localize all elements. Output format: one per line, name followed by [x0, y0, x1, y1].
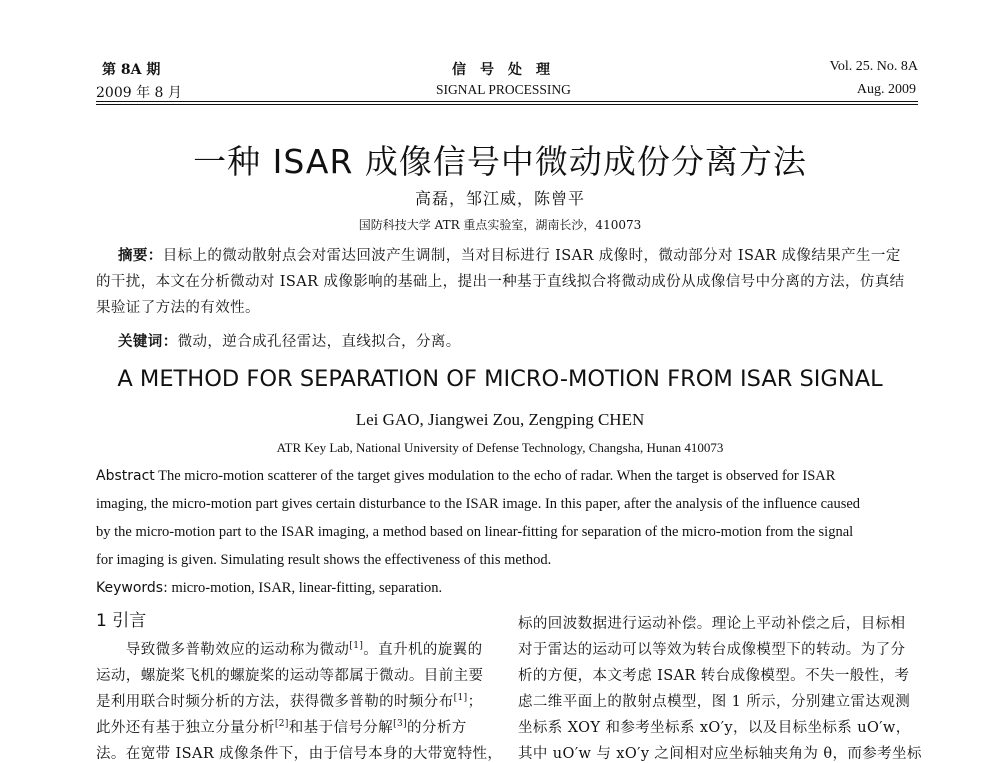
- intro-left-line-1: 导致微多普勒效应的运动称为微动[1]。直升机的旋翼的: [96, 641, 483, 658]
- citation-ref-1: [1]: [349, 641, 364, 652]
- intro-right-line-6: 其中 uO′w 与 xO′y 之间相对应坐标轴夹角为 θ，而参考坐标: [518, 746, 922, 762]
- intro-left-line-4: 此外还有基于独立分量分析[2]和基于信号分解[3]的分析方: [96, 719, 467, 736]
- abstract-en-line-2: imaging, the micro-motion part gives certain disturbance to the ISAR image. In this paper, after the analysis of the influence caused: [96, 496, 861, 512]
- citation-ref-2: [2]: [274, 719, 289, 730]
- intro-right-line-4: 虑二维平面上的散射点模型，图 1 所示，分别建立雷达观测: [518, 694, 911, 710]
- abstract-zh-line-3: 果验证了方法的有效性。: [96, 300, 260, 316]
- issue-month: Aug. 2009: [856, 82, 916, 97]
- authors-en: Lei GAO, Jiangwei Zou, Zengping CHEN: [355, 410, 645, 429]
- section-heading-introduction: 1 引言: [96, 611, 147, 631]
- intro-right-line-5: 坐标系 XOY 和参考坐标系 xO′y，以及目标坐标系 uO′w，: [518, 720, 911, 736]
- intro-left-line-5: 法。在宽带 ISAR 成像条件下，由于信号本身的大带宽特性，: [96, 746, 503, 762]
- authors-zh: 高磊，邹江威，陈曾平: [414, 189, 585, 208]
- abstract-en-label: Abstract: [96, 468, 155, 484]
- intro-left-line-2: 运动，螺旋桨飞机的螺旋桨的运动等都属于微动。目前主要: [96, 668, 484, 684]
- affiliation-zh: 国防科技大学 ATR 重点实验室，湖南长沙，410073: [358, 218, 642, 232]
- header-rule-top: [96, 101, 918, 102]
- keywords-en: Keywords: micro-motion, ISAR, linear-fitting, separation.: [96, 580, 443, 596]
- keywords-zh-label: 关键词：: [118, 333, 178, 350]
- abstract-zh-label: 摘要：: [118, 247, 163, 264]
- keywords-en-label: Keywords:: [96, 580, 168, 596]
- title-en: A METHOD FOR SEPARATION OF MICRO-MOTION FROM ISAR SIGNAL: [117, 366, 883, 392]
- affiliation-en: ATR Key Lab, National University of Defense Technology, Changsha, Hunan 410073: [276, 440, 724, 455]
- journal-issue: 第 8A 期: [102, 62, 161, 78]
- citation-ref-3: [3]: [393, 719, 408, 730]
- header-rule-bottom: [96, 104, 918, 105]
- intro-right-line-3: 析的方便，本文考虑 ISAR 转台成像模型。不失一般性，考: [518, 668, 910, 684]
- abstract-en-line-4: for imaging is given. Simulating result shows the effectiveness of this method.: [96, 552, 552, 568]
- title-zh: 一种 ISAR 成像信号中微动成份分离方法: [193, 142, 807, 181]
- intro-left-line-3: 是利用联合时频分析的方法，获得微多普勒的时频分布[1]；: [96, 693, 483, 710]
- journal-name-zh: 信 号 处 理: [452, 62, 550, 78]
- journal-name-en: SIGNAL PROCESSING: [436, 82, 571, 97]
- intro-right-line-2: 对于雷达的运动可以等效为转台成像模型下的转动。为了分: [518, 642, 906, 658]
- keywords-zh: 关键词：微动，逆合成孔径雷达，直线拟合，分离。: [118, 333, 461, 350]
- journal-date: 2009 年 8 月: [96, 85, 182, 101]
- abstract-zh-line-1: 摘要：目标上的微动散射点会对雷达回波产生调制，当对目标进行 ISAR 成像时，微动部分对 ISAR 成像结果产生一定: [118, 247, 901, 264]
- volume-number: Vol. 25. No. 8A: [829, 59, 918, 74]
- abstract-en-line-1: Abstract The micro-motion scatterer of the target gives modulation to the echo of radar. When the target is observed for ISAR: [96, 468, 836, 484]
- intro-right-line-1: 标的回波数据进行运动补偿。理论上平动补偿之后，目标相: [518, 616, 906, 632]
- abstract-zh-line-2: 的干扰，本文在分析微动对 ISAR 成像影响的基础上，提出一种基于直线拟合将微动成份从成像信号中分离的方法，仿真结: [96, 274, 905, 290]
- abstract-en-line-3: by the micro-motion part to the ISAR imaging, a method based on linear-fitting for separation of the micro-motion from the signal: [96, 524, 854, 540]
- citation-ref-1b: [1]: [453, 693, 468, 704]
